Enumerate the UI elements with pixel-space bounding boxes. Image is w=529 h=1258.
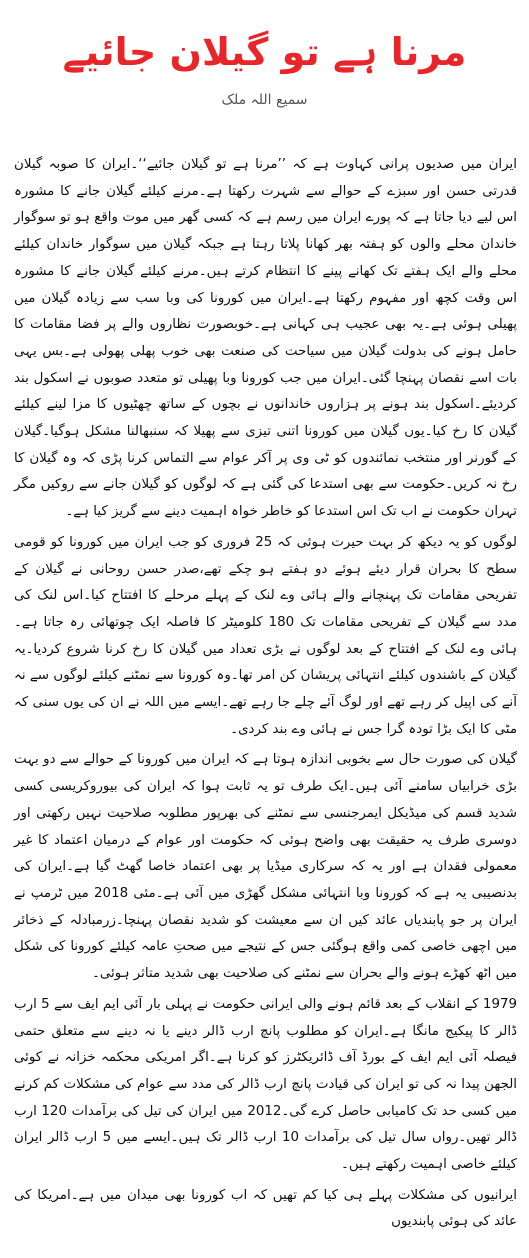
paragraph-5: ایرانیوں کی مشکلات پہلے ہی کیا کم تھیں کہ اب کورونا بھی میدان میں ہے۔امریکا کی عائد کی ہوئی پابندیوں xyxy=(14,1187,517,1230)
article-body xyxy=(14,152,517,1240)
paragraph-2: لوگوں کو یہ دیکھ کر بہت حیرت ہوئی کہ 25 فروری کو جب ایران میں کورونا کو قومی سطح کا بحران قرار دیئے ہوئے دو ہفتے ہو چکے تھے،صدر حسن روحانی نے گیلان کے تفریحی مقامات تک پہنچانے والے ہائی وے لنک کے پہلے مرحلے کا افتتاح کیا۔اس لنک کی مدد سے گیلان کے تفریحی مقامات تک 180 کلومیٹر کا فاصلہ ایک چوتھائی رہ جاتا ہے۔ہائی وے لنک کے افتتاح کے بعد لوگوں نے بڑی تعداد میں گیلان کا رخ کرنا شروع کردیا۔یہ گیلان کے باشندوں کیلئے انتہائی پریشان کن امر تھا۔وہ کورونا سے نمٹنے کیلئے لوگوں سے نہ آنے کی اپیل کر رہے تھے اور لوگ آئے چلے جا رہے تھے۔ایسے میں اللہ نے ان کی یوں سنی کہ مٹی کا ایک بڑا تودہ گرا جس نے ہائی وے بند کردی۔ xyxy=(14,534,518,737)
paragraph-1: ایران میں صدیوں پرانی کہاوت ہے کہ ’’مرنا ہے تو گیلان جائیے‘‘۔ایران کا صوبہ گیلان قدرتی حسن اور سبزے کے حوالے سے شہرت رکھتا ہے۔مرنے کیلئے گیلان جانے کا مشورہ اس لیے دیا جاتا ہے کہ پورے ایران میں رسم ہے کہ کسی گھر میں موت واقع ہو تو سوگوار خاندان محلے والوں کو ہفتہ بھر کھانا پلاتا رہتا ہے جبکہ گیلان میں سوگوار خاندان کیلئے محلے والے ایک ہفتے تک کھانے پینے کا انتظام کرتے ہیں۔مرنے کیلئے گیلان جانے کا مشورہ اس وقت کچھ اور مفہوم رکھتا ہے۔ایران میں کورونا کی وبا سب سے زیادہ گیلان میں پھیلی ہوئی ہے۔یہ بھی عجیب ہی کہانی ہے۔خوبصورت نظاروں والے پر فضا مقامات کا حامل ہونے کی بدولت گیلان میں سیاحت کی صنعت بھی خوب پھلی پھولی ہے۔بس یہی بات اسے نقصان پہنچا گئی۔ایران میں جب کورونا وبا پھیلی تو متعدد صوبوں نے اسکول بند کردیئے۔اسکول بند ہونے پر ہزاروں خاندانوں نے بچوں کے ساتھ چھٹیوں کا مزا لینے کیلئے گیلان کا رخ کیا۔یوں گیلان میں کورونا اتنی تیزی سے پھیلا کہ سنبھالنا مشکل ہوگیا۔گیلان کے گورنر اور منتخب نمائندوں کو ٹی وی پر آکر عوام سے التماس کرنا پڑی کہ وہ گیلان کا رخ نہ کریں۔حکومت سے بھی استدعا کی گئی ہے کہ لوگوں کو گیلان جانے سے روکیں مگر تہران حکومت نے اب تک اس استدعا کو خاطر خواہ اہمیت دینے سے گریز کیا ہے۔ xyxy=(14,157,517,520)
paragraph-4: 1979 کے انقلاب کے بعد قائم ہونے والی ایرانی حکومت نے پہلی بار آئی ایم ایف سے 5 ارب ڈالر کا پیکیج مانگا ہے۔ایران کو مطلوب پانچ ارب ڈالر دینے یا نہ دینے سے متعلق حتمی فیصلہ آئی ایم ایف کے بورڈ آف ڈائریکٹرز کو کرنا ہے۔اگر امریکی محکمہ خزانہ نے کوئی الجھن پیدا نہ کی تو ایران کی قیادت پانچ ارب ڈالر کی مدد سے عوام کی مشکلات کم کرنے میں کسی حد تک کامیابی حاصل کرے گی۔2012 میں ایران کی تیل کی برآمدات 120 ارب ڈالر تھیں۔رواں سال تیل کی برآمدات 10 ارب ڈالر تک ہیں۔ایسے میں 5 ارب ڈالر ایران کیلئے خاصی اہمیت رکھتے ہیں۔ xyxy=(14,996,517,1173)
article-title: مرنا ہے تو گیلان جائیے xyxy=(62,30,467,74)
author-name: سمیع اللہ ملک xyxy=(221,92,308,108)
paragraph-3: گیلان کی صورت حال سے بخوبی اندازہ ہوتا ہے کہ ایران میں کورونا کے حوالے سے دو بہت بڑی خرابیاں سامنے آئی ہیں۔ایک طرف تو یہ ثابت ہوا کہ ایران کی بیوروکریسی کسی شدید قسم کی میڈیکل ایمرجنسی سے نمٹنے کی بھرپور مطلوبہ صلاحیت نہیں رکھتی اور دوسری طرف یہ حقیقت بھی واضح ہوئی کہ حکومت اور عوام کے درمیان اعتماد کا غیر معمولی فقدان ہے اور یہ کہ سرکاری میڈیا پر بھی اعتماد خاصا گھٹ گیا ہے۔ایران کی بدنصیبی یہ ہے کہ کورونا وبا انتہائی مشکل گھڑی میں آئی ہے۔مئی 2018 میں ٹرمپ نے ایران پر جو پابندیاں عائد کیں ان سے معیشت کو شدید نقصان پہنچا۔زرمبادلہ کے ذخائر میں اچھی خاصی کمی واقع ہوگئی جس کے نتیجے میں صحتِ عامہ کیلئے کورونا کی شکل میں اٹھ کھڑے ہونے والے بحران سے نمٹنے کی صلاحیت بھی شدید متاثر ہوئی۔ xyxy=(14,752,517,982)
